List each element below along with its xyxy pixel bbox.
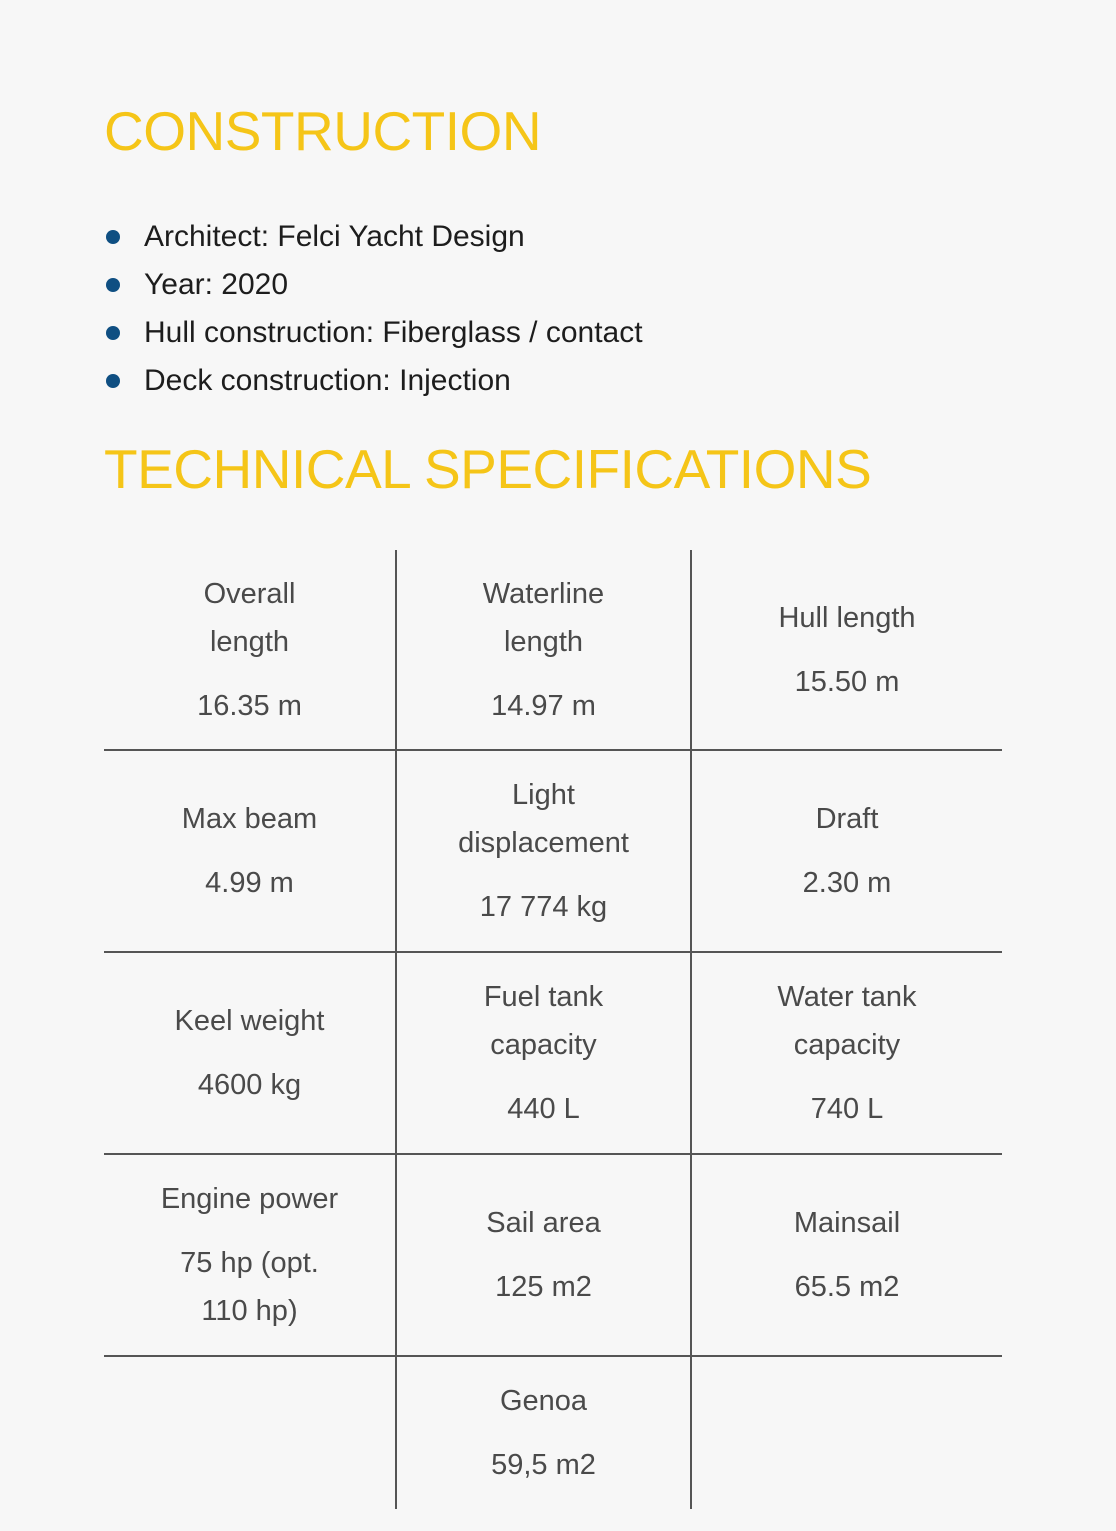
spec-cell (104, 953, 397, 1155)
spec-value: 125 m2 (495, 1271, 592, 1303)
spec-label: Engine power (160, 1183, 339, 1215)
bullet-icon (106, 326, 120, 340)
spec-value: 14.97 m (491, 689, 596, 722)
spec-cell (692, 751, 1002, 953)
spec-cell (397, 751, 692, 953)
spec-value: 740 L (810, 1093, 884, 1125)
bullet-icon (106, 278, 120, 292)
list-item (104, 261, 643, 309)
spec-cell (692, 953, 1002, 1155)
list-item (104, 309, 643, 357)
spec-value: 15.50 m (794, 665, 900, 698)
spec-cell (692, 1155, 1002, 1357)
bullet-icon (106, 374, 120, 388)
spec-value: 440 L (507, 1093, 580, 1125)
spec-label: Mainsail (793, 1207, 901, 1239)
spec-cell-empty (104, 1357, 397, 1509)
spec-cell (104, 1155, 397, 1357)
spec-label: Genoa (499, 1385, 588, 1417)
spec-label: Light displacement (458, 779, 629, 859)
list-item-text: Architect: Felci Yacht Design (144, 220, 525, 253)
list-item (104, 213, 643, 261)
construction-list (104, 213, 643, 405)
technical-specifications-heading: TECHNICAL SPECIFICATIONS (104, 438, 872, 500)
spec-cell (104, 550, 397, 751)
list-item-text: Year: 2020 (144, 268, 289, 301)
spec-cell (104, 751, 397, 953)
spec-value: 4600 kg (197, 1069, 302, 1101)
list-item (104, 357, 643, 405)
spec-cell (397, 550, 692, 751)
bullet-icon (106, 230, 120, 244)
spec-value: 16.35 m (197, 689, 302, 722)
list-item-text: Hull construction: Fiberglass / contact (144, 316, 643, 349)
specifications-grid (104, 550, 1002, 1509)
spec-label: Hull length (778, 601, 916, 634)
construction-heading: CONSTRUCTION (104, 100, 542, 162)
spec-cell (692, 550, 1002, 751)
spec-label: Overall length (203, 577, 296, 658)
spec-label: Draft (815, 803, 879, 835)
list-item-text: Deck construction: Injection (144, 364, 511, 397)
spec-cell (397, 953, 692, 1155)
spec-label: Waterline length (482, 577, 605, 658)
spec-cell (397, 1155, 692, 1357)
spec-value: 4.99 m (205, 867, 294, 899)
spec-value: 65.5 m2 (794, 1271, 900, 1303)
spec-cell (397, 1357, 692, 1509)
spec-value: 75 hp (opt. 110 hp) (180, 1247, 319, 1327)
spec-label: Fuel tank capacity (483, 981, 604, 1061)
spec-value: 17 774 kg (479, 891, 608, 923)
spec-value: 59,5 m2 (491, 1449, 596, 1481)
spec-label: Max beam (181, 803, 318, 835)
spec-cell-empty (692, 1357, 1002, 1509)
spec-label: Sail area (486, 1207, 601, 1239)
spec-label: Keel weight (174, 1005, 325, 1037)
spec-value: 2.30 m (802, 867, 892, 899)
spec-label: Water tank capacity (777, 981, 917, 1061)
